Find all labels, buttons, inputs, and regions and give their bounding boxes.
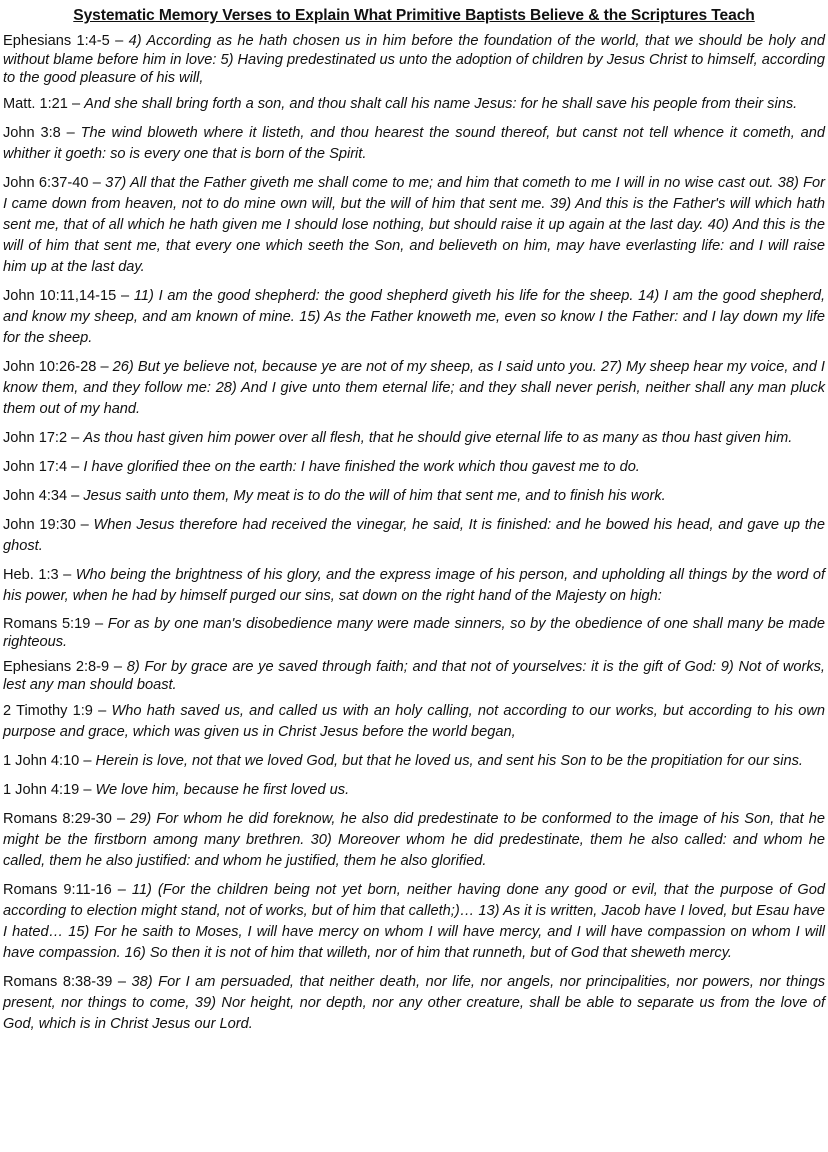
verse-reference: 2 Timothy 1:9 – (3, 702, 107, 719)
verse-reference: Romans 9:11-16 – (3, 881, 126, 898)
verse-matthew-1-21 (3, 94, 825, 115)
verse-reference: Heb. 1:3 – (3, 566, 72, 583)
verse-john-3-8 (3, 123, 825, 165)
verse-1-john-4-10 (3, 751, 825, 772)
verse-text: 4) According as he hath chosen us in him before the foundation of the world, that we should be holy and without blame before him in love: 5) Having predestinated us unto the adoption of children by Jesus Christ to himself, according to the good pleasure of his will, (3, 33, 825, 86)
verse-john-10-26-28 (3, 357, 825, 420)
verse-text: Who being the brightness of his glory, and the express image of his person, and upholding all things by the word of his power, when he had by himself purged our sins, sat down on the right hand of the Majesty on high: (3, 566, 825, 604)
verse-reference: Romans 8:38-39 – (3, 973, 127, 990)
verse-reference: Romans 8:29-30 – (3, 810, 126, 827)
verse-text: 26) But ye believe not, because ye are not of my sheep, as I said unto you. 27) My sheep hear my voice, and I know them, and they follow me: 28) And I give unto them eternal life; and they shall never perish, neither shall any man pluck them out of my hand. (3, 358, 825, 417)
verse-text: And she shall bring forth a son, and thou shalt call his name Jesus: for he shall save his people from their sins. (84, 95, 798, 112)
verse-reference: John 19:30 – (3, 516, 89, 533)
verse-john-19-30 (3, 515, 825, 557)
verse-reference: 1 John 4:19 – (3, 781, 92, 798)
verse-reference: 1 John 4:10 – (3, 752, 92, 769)
verse-romans-8-29-30 (3, 809, 825, 872)
verse-text: Herein is love, not that we loved God, but that he loved us, and sent his Son to be the propitiation for our sins. (95, 752, 803, 769)
verse-reference: John 6:37-40 – (3, 174, 101, 191)
verse-reference: John 10:26-28 – (3, 358, 109, 375)
verse-john-6-37-40 (3, 173, 825, 278)
verse-john-4-34 (3, 486, 825, 507)
verse-reference: John 10:11,14-15 – (3, 287, 130, 304)
verse-reference: Ephesians 2:8-9 – (3, 658, 122, 675)
verse-text: 29) For whom he did foreknow, he also did predestinate to be conformed to the image of his Son, that he might be the firstborn among many brethren. 30) Moreover whom he did predestinate, them he also called: and whom he called, them he also justified: and whom he justified, them he also glorified. (3, 810, 825, 869)
verse-john-10-11-14-15 (3, 286, 825, 349)
verse-romans-9-11-16 (3, 880, 825, 964)
verse-romans-5-19 (3, 615, 825, 652)
verse-ephesians-1-4-5 (3, 32, 825, 88)
verse-text: We love him, because he first loved us. (95, 781, 350, 798)
verse-reference: John 17:4 – (3, 458, 80, 475)
verse-text: Who hath saved us, and called us with an holy calling, not according to our works, but according to his own purpose and grace, which was given us in Christ Jesus before the world began, (3, 702, 825, 740)
verse-text: For as by one man's disobedience many were made sinners, so by the obedience of one shall many be made righteous. (3, 615, 825, 650)
verse-john-17-2 (3, 428, 825, 449)
document-page (3, 0, 825, 1035)
verse-hebrews-1-3 (3, 565, 825, 607)
verse-1-john-4-19 (3, 780, 825, 801)
verse-romans-8-38-39 (3, 972, 825, 1035)
verse-ephesians-2-8-9 (3, 658, 825, 695)
verse-2-timothy-1-9 (3, 701, 825, 743)
verse-reference: John 4:34 – (3, 487, 80, 504)
verse-text: As thou hast given him power over all flesh, that he should give eternal life to as many as thou hast given him. (83, 429, 793, 446)
verse-reference: Matt. 1:21 – (3, 95, 81, 112)
verse-text: Jesus saith unto them, My meat is to do the will of him that sent me, and to finish his work. (83, 487, 666, 504)
verse-text: 11) I am the good shepherd: the good shepherd giveth his life for the sheep. 14) I am the good shepherd, and know my sheep, and am known of mine. 15) As the Father knoweth me, even so know I the Father: and I lay down my life for the sheep. (3, 287, 825, 346)
page-title: Systematic Memory Verses to Explain What Primitive Baptists Believe & the Scriptures Teach (73, 7, 755, 24)
verse-reference: John 17:2 – (3, 429, 80, 446)
verse-text: 11) (For the children being not yet born, neither having done any good or evil, that the purpose of God according to election might stand, not of works, but of him that calleth;)… 13) As it is written, Jacob have I loved, but Esau have I hated… 15) For he saith to Moses, I will have mercy on whom I will have mercy, and I will have compassion on whom I will have compassion. 16) So then it is not of him that willeth, nor of him that runneth, but of God that sheweth mercy. (3, 881, 826, 961)
verse-text: The wind bloweth where it listeth, and thou hearest the sound thereof, but canst not tell whence it cometh, and whither it goeth: so is every one that is born of the Spirit. (3, 124, 825, 162)
verse-text: When Jesus therefore had received the vinegar, he said, It is finished: and he bowed his head, and gave up the ghost. (3, 516, 825, 554)
verse-reference: Romans 5:19 – (3, 615, 104, 632)
verse-reference: Ephesians 1:4-5 – (3, 33, 124, 49)
verse-text: I have glorified thee on the earth: I have finished the work which thou gavest me to do. (83, 458, 640, 475)
verse-text: 37) All that the Father giveth me shall come to me; and him that cometh to me I will in no wise cast out. 38) For I came down from heaven, not to do mine own will, but the will of him that sent me. 39) And this is the Father's will which hath sent me, that of all which he hath given me I should lose nothing, but should raise it up again at the last day. 40) And this is the will of him that sent me, that every one which seeth the Son, and believeth on him, may have everlasting life: and I will raise him up at the last day. (3, 174, 826, 275)
verse-john-17-4 (3, 457, 825, 478)
verse-text: 8) For by grace are ye saved through faith; and that not of yourselves: it is the gift of God: 9) Not of works, lest any man should boast. (3, 658, 825, 693)
verse-reference: John 3:8 – (3, 124, 75, 141)
verse-text: 38) For I am persuaded, that neither death, nor life, nor angels, nor principalities, nor powers, nor things present, nor things to come, 39) Nor height, nor depth, nor any other creature, shall be able to separate us from the love of God, which is in Christ Jesus our Lord. (3, 973, 825, 1032)
